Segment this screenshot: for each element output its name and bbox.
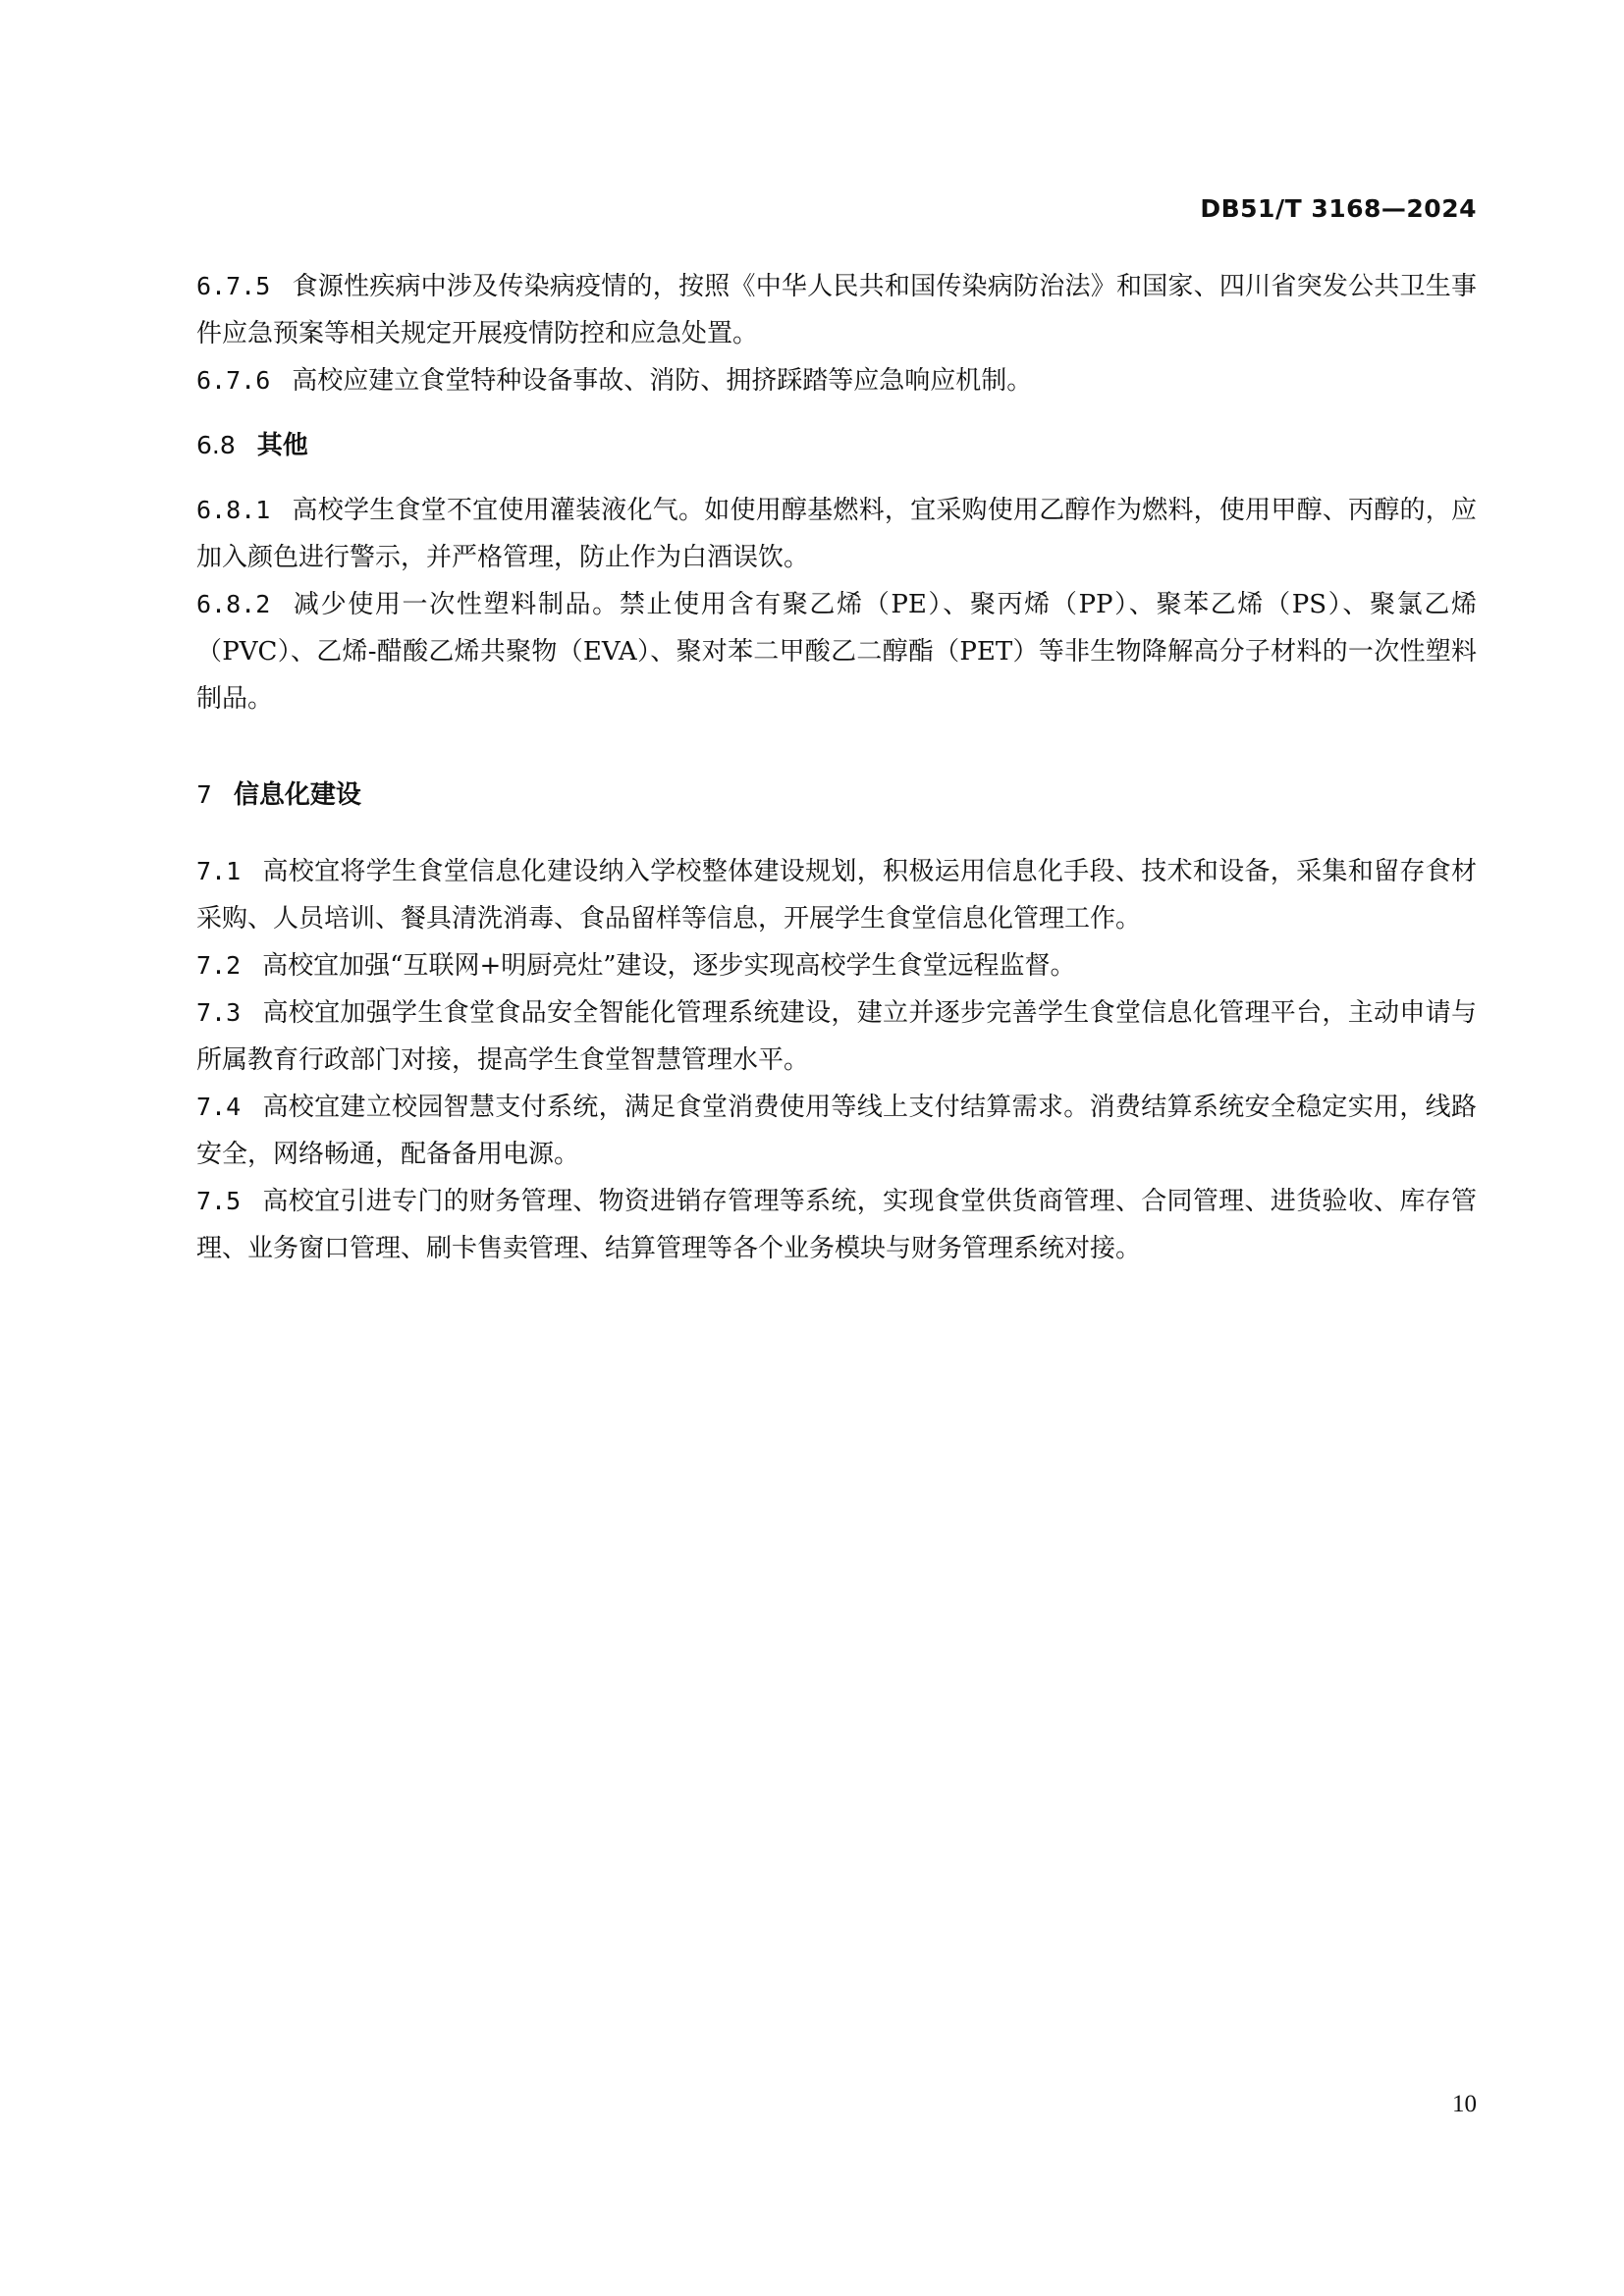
clause-text: 减少使用一次性塑料制品。禁止使用含有聚乙烯（PE）、聚丙烯（PP）、聚苯乙烯（PS）、聚氯乙烯（PVC）、乙烯-醋酸乙烯共聚物（EVA）、聚对苯二甲酸乙二醇酯（PET）等非生物降解高分子材料的一次性塑料制品。 <box>196 590 1477 714</box>
page-number: 10 <box>1452 2091 1477 2117</box>
chapter-heading-7 <box>196 772 1477 819</box>
clause-number: 7.3 <box>196 998 242 1027</box>
clause-text: 食源性疾病中涉及传染病疫情的，按照《中华人民共和国传染病防治法》和国家、四川省突发公共卫生事件应急预案等相关规定开展疫情防控和应急处置。 <box>196 272 1477 348</box>
clause-number: 7.5 <box>196 1187 242 1215</box>
section-title: 其他 <box>256 431 308 460</box>
clause-7-1 <box>196 848 1477 942</box>
document-code: DB51/T 3168—2024 <box>1200 194 1477 223</box>
clause-text: 高校宜引进专门的财务管理、物资进销存管理等系统，实现食堂供货商管理、合同管理、进货验收、库存管理、业务窗口管理、刷卡售卖管理、结算管理等各个业务模块与财务管理系统对接。 <box>196 1187 1477 1263</box>
clause-number: 7.2 <box>196 951 242 980</box>
clause-6-7-5 <box>196 263 1477 357</box>
clause-6-8-2 <box>196 581 1477 722</box>
clause-text: 高校应建立食堂特种设备事故、消防、拥挤踩踏等应急响应机制。 <box>292 366 1033 396</box>
clause-number: 7.1 <box>196 857 242 885</box>
clause-text: 高校学生食堂不宜使用灌装液化气。如使用醇基燃料，宜采购使用乙醇作为燃料，使用甲醇、丙醇的，应加入颜色进行警示，并严格管理，防止作为白酒误饮。 <box>196 496 1477 572</box>
clause-6-8-1 <box>196 487 1477 581</box>
clause-7-2 <box>196 942 1477 989</box>
clause-text: 高校宜将学生食堂信息化建设纳入学校整体建设规划，积极运用信息化手段、技术和设备，采集和留存食材采购、人员培训、餐具清洗消毒、食品留样等信息，开展学生食堂信息化管理工作。 <box>196 857 1477 934</box>
section-heading-6-8 <box>196 422 1477 469</box>
document-body <box>196 263 1477 1272</box>
chapter-number: 7 <box>196 780 212 809</box>
clause-number: 6.8.1 <box>196 496 271 524</box>
clause-number: 6.7.5 <box>196 272 271 300</box>
clause-7-4 <box>196 1084 1477 1178</box>
clause-7-5 <box>196 1178 1477 1272</box>
clause-number: 6.8.2 <box>196 590 271 618</box>
clause-text: 高校宜加强学生食堂食品安全智能化管理系统建设，建立并逐步完善学生食堂信息化管理平台，主动申请与所属教育行政部门对接，提高学生食堂智慧管理水平。 <box>196 998 1477 1075</box>
chapter-title: 信息化建设 <box>233 780 361 810</box>
section-number: 6.8 <box>196 431 236 459</box>
clause-text: 高校宜加强“互联网+明厨亮灶”建设，逐步实现高校学生食堂远程监督。 <box>262 951 1076 981</box>
clause-number: 6.7.6 <box>196 366 271 395</box>
clause-6-7-6 <box>196 357 1477 404</box>
clause-number: 7.4 <box>196 1093 242 1121</box>
clause-7-3 <box>196 989 1477 1084</box>
clause-text: 高校宜建立校园智慧支付系统，满足食堂消费使用等线上支付结算需求。消费结算系统安全稳定实用，线路安全，网络畅通，配备备用电源。 <box>196 1093 1477 1169</box>
